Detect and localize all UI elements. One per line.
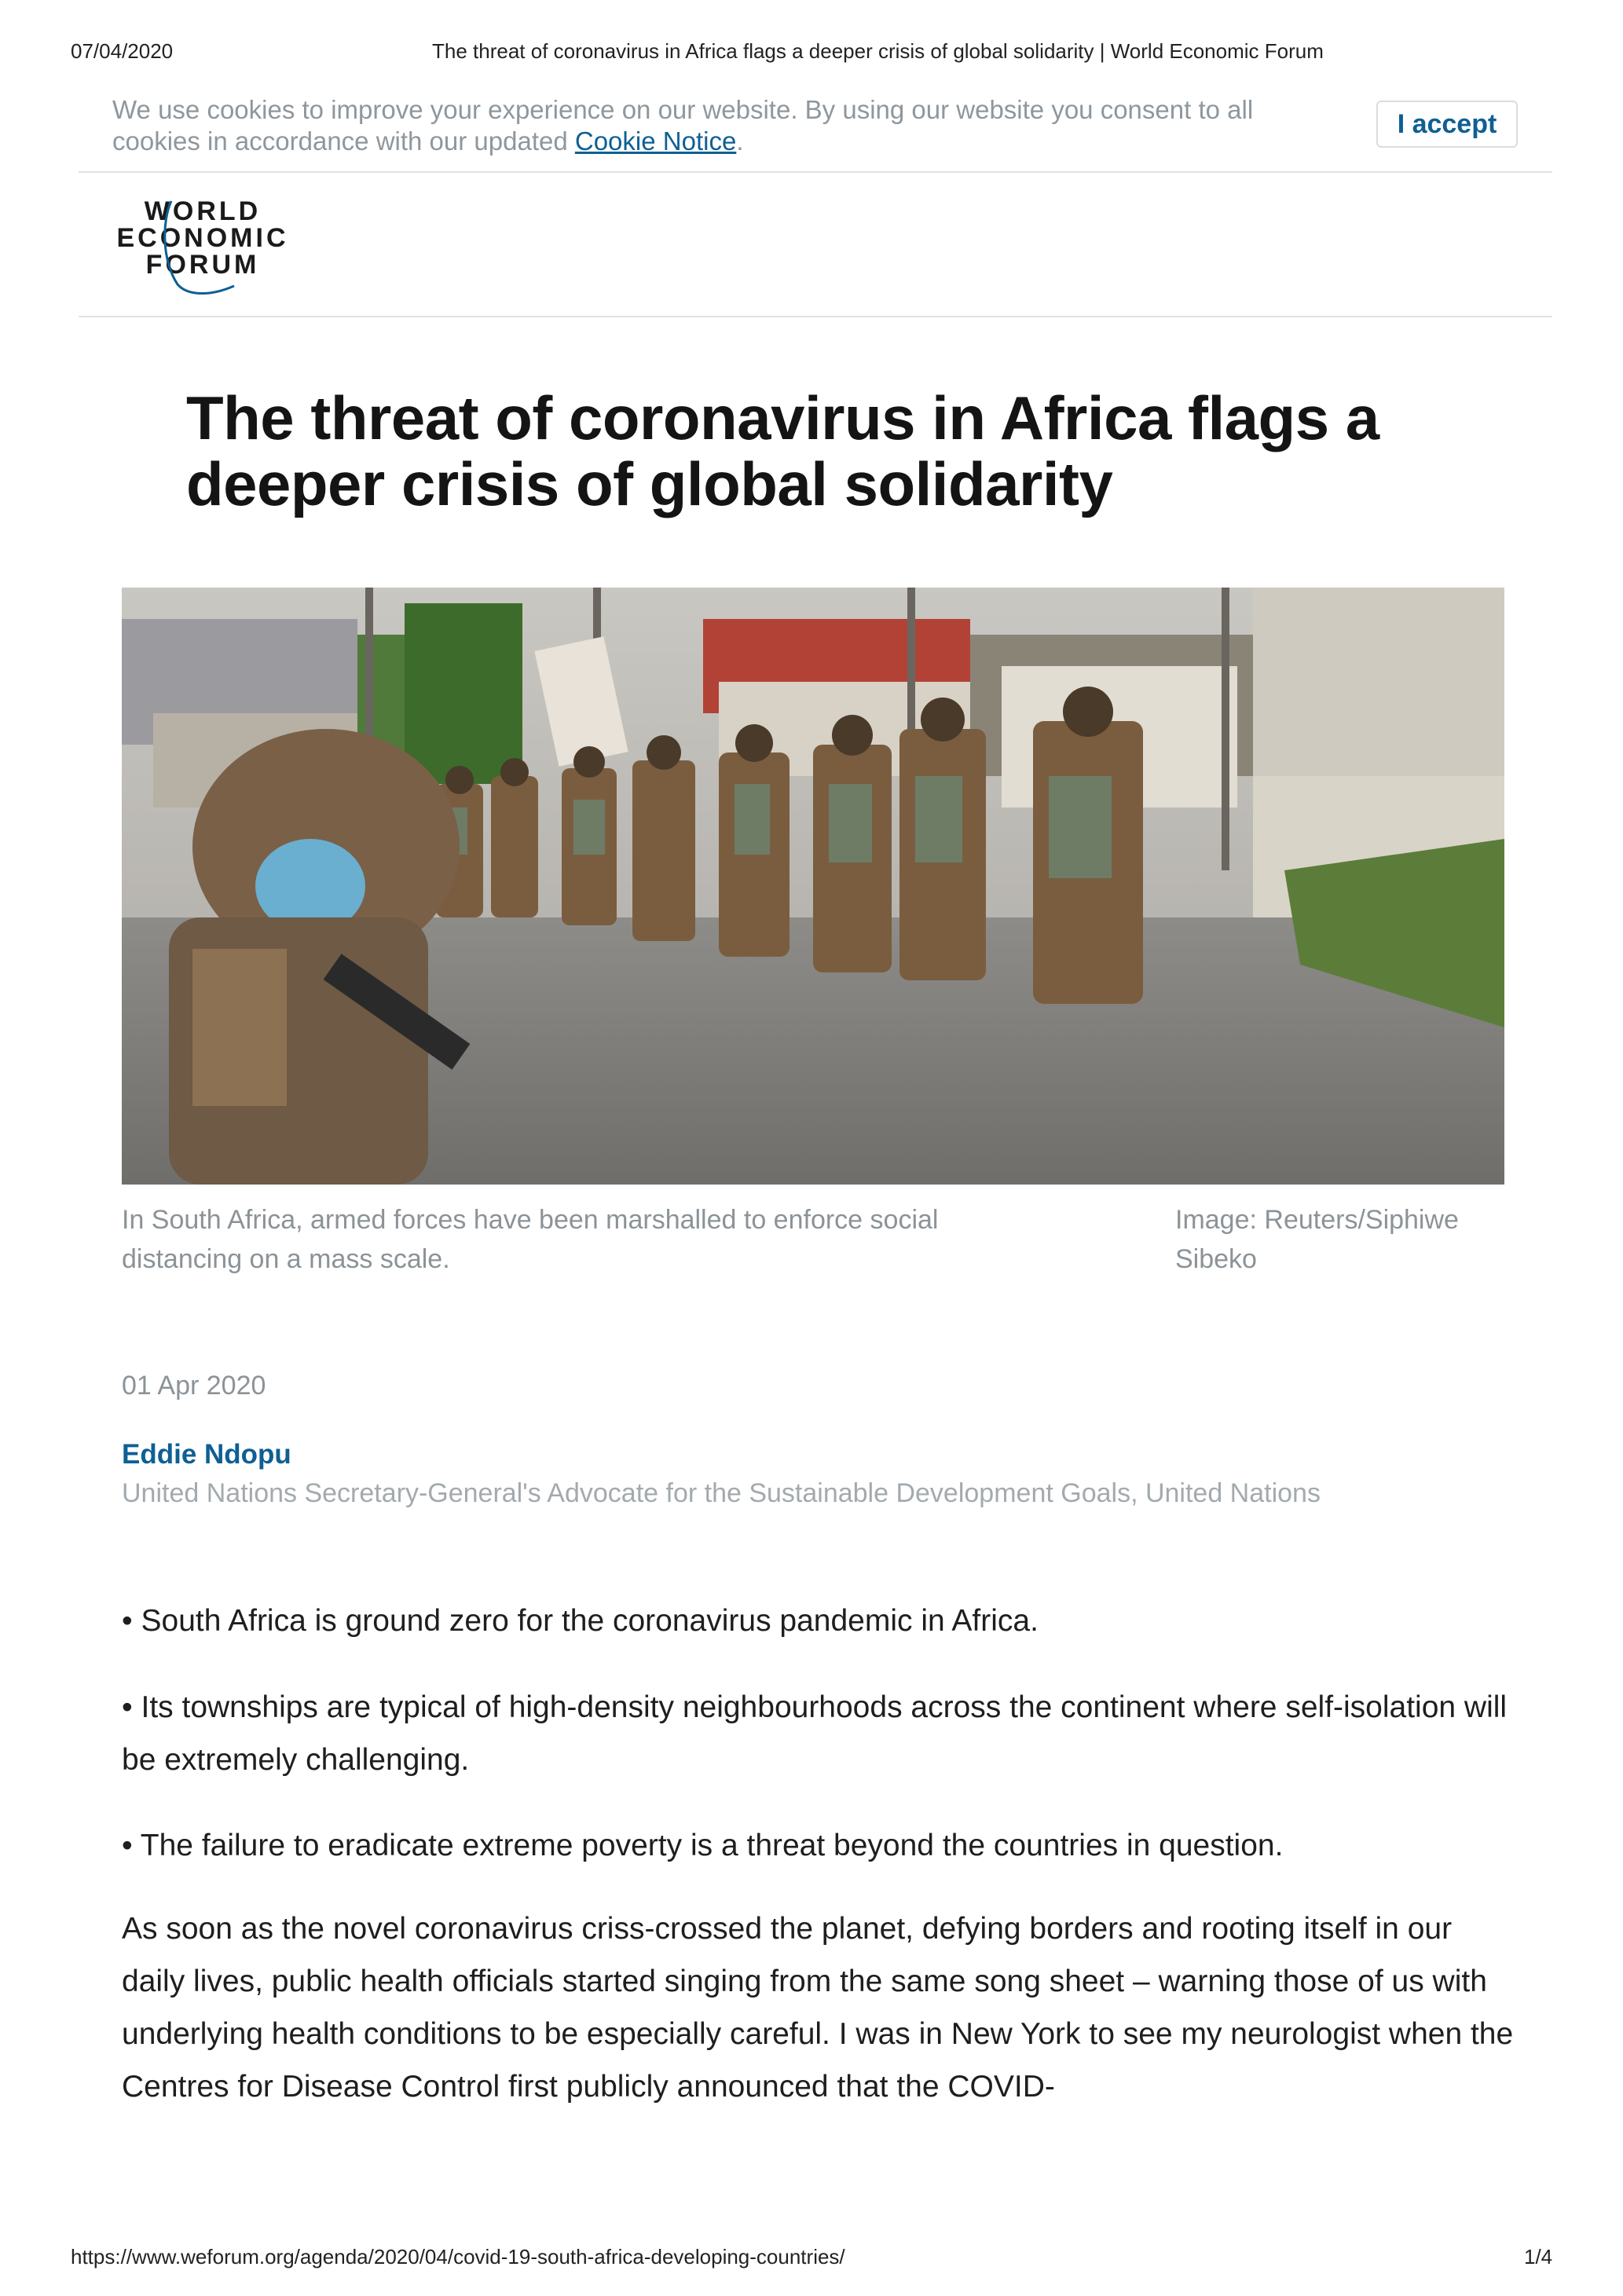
logo-line-economic: ECONOMIC	[116, 223, 289, 253]
article-title: The threat of coronavirus in Africa flags a deeper crisis of global solidarity	[186, 383, 1379, 518]
bullet-point: • Its townships are typical of high-density neighbourhoods across the continent where self-isolation will be extremely challenging.	[122, 1690, 1508, 1777]
article-paragraph: As soon as the novel coronavirus criss-crossed the planet, defying borders and rooting itself in our daily lives, public health officials started singing from the same song sheet – warning those of us with underlying health conditions to be especially careful. I was in New York to see my neurologist when the Centres for Disease Control first publicly announced that the COVID-	[122, 1912, 1514, 2104]
cookie-message: We use cookies to improve your experience on our website. By using our website you consent to all cookies in accordance with our updated	[112, 95, 1254, 156]
hero-image	[122, 588, 1504, 1185]
author-affiliation: United Nations Secretary-General's Advocate for the Sustainable Development Goals, United Nations	[122, 1478, 1321, 1508]
print-page-number: 1/4	[1524, 2245, 1553, 2269]
logo-line-world: WORLD	[144, 196, 262, 226]
cookie-notice-link[interactable]: Cookie Notice	[574, 126, 737, 156]
print-date: 07/04/2020	[71, 39, 174, 63]
cookie-banner-text	[112, 94, 1306, 157]
divider	[79, 316, 1552, 317]
bullet-point: • The failure to eradicate extreme poverty is a threat beyond the countries in question.	[122, 1829, 1284, 1862]
article-date: 01 Apr 2020	[122, 1371, 266, 1401]
print-url: https://www.weforum.org/agenda/2020/04/covid-19-south-africa-developing-countries/	[71, 2245, 845, 2269]
print-page-title: The threat of coronavirus in Africa flags a deeper crisis of global solidarity | World Economic Forum	[432, 39, 1324, 63]
logo-arc-icon	[116, 198, 289, 300]
author-link[interactable]: Eddie Ndopu	[122, 1439, 291, 1470]
divider	[79, 171, 1552, 173]
accept-cookies-button[interactable]: I accept	[1376, 101, 1518, 148]
cookie-suffix: .	[736, 126, 744, 156]
image-caption: In South Africa, armed forces have been marshalled to enforce social distancing on a mass scale.	[122, 1205, 939, 1274]
hero-image-illustration	[122, 588, 1504, 1185]
wef-logo[interactable]	[116, 198, 289, 300]
logo-line-forum: FORUM	[145, 250, 260, 280]
image-credit: Image: Reuters/Siphiwe Sibeko	[1175, 1205, 1459, 1274]
bullet-point: • South Africa is ground zero for the coronavirus pandemic in Africa.	[122, 1604, 1039, 1638]
